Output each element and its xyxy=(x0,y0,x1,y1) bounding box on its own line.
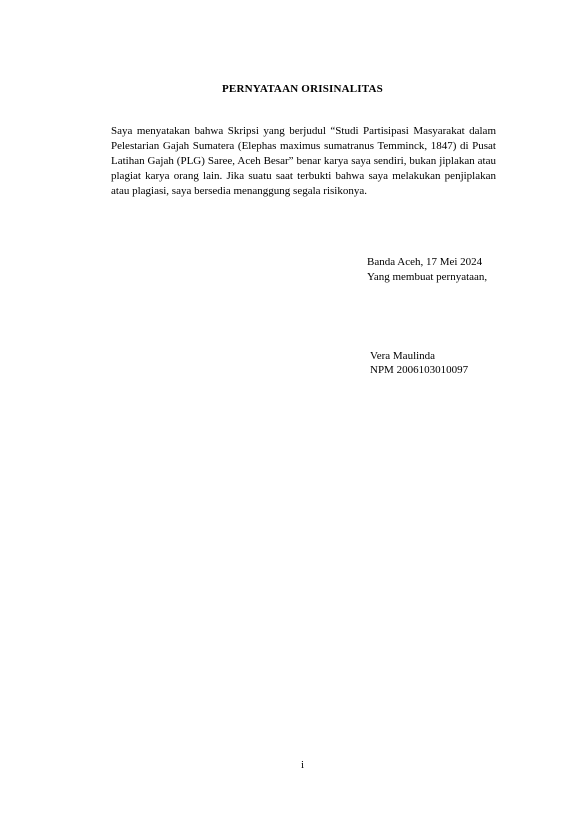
signer-block xyxy=(370,349,530,377)
page-title: PERNYATAAN ORISINALITAS xyxy=(222,83,383,95)
place-date: Banda Aceh, 17 Mei 2024 xyxy=(367,256,483,268)
page-number: i xyxy=(300,759,305,771)
declaration-paragraph: Saya menyatakan bahwa Skripsi yang berjudul “Studi Partisipasi Masyarakat dalam Pelestarian Gajah Sumatera (Elephas maximus sumatranus Temminck, 1847) di Pusat Latihan Gajah (PLG) Saree, Aceh Besar” benar karya saya sendiri, bukan jiplakan atau plagiat karya orang lain. Jika suatu saat terbukti bahwa saya melakukan penjiplakan atau plagiasi, saya bersedia menanggung segala risikonya. xyxy=(111,125,496,197)
signer-npm: NPM 2006103010097 xyxy=(370,364,469,376)
signer-name: Vera Maulinda xyxy=(370,350,436,362)
signature-block xyxy=(367,255,527,285)
declarant-label: Yang membuat pernyataan, xyxy=(367,271,488,283)
